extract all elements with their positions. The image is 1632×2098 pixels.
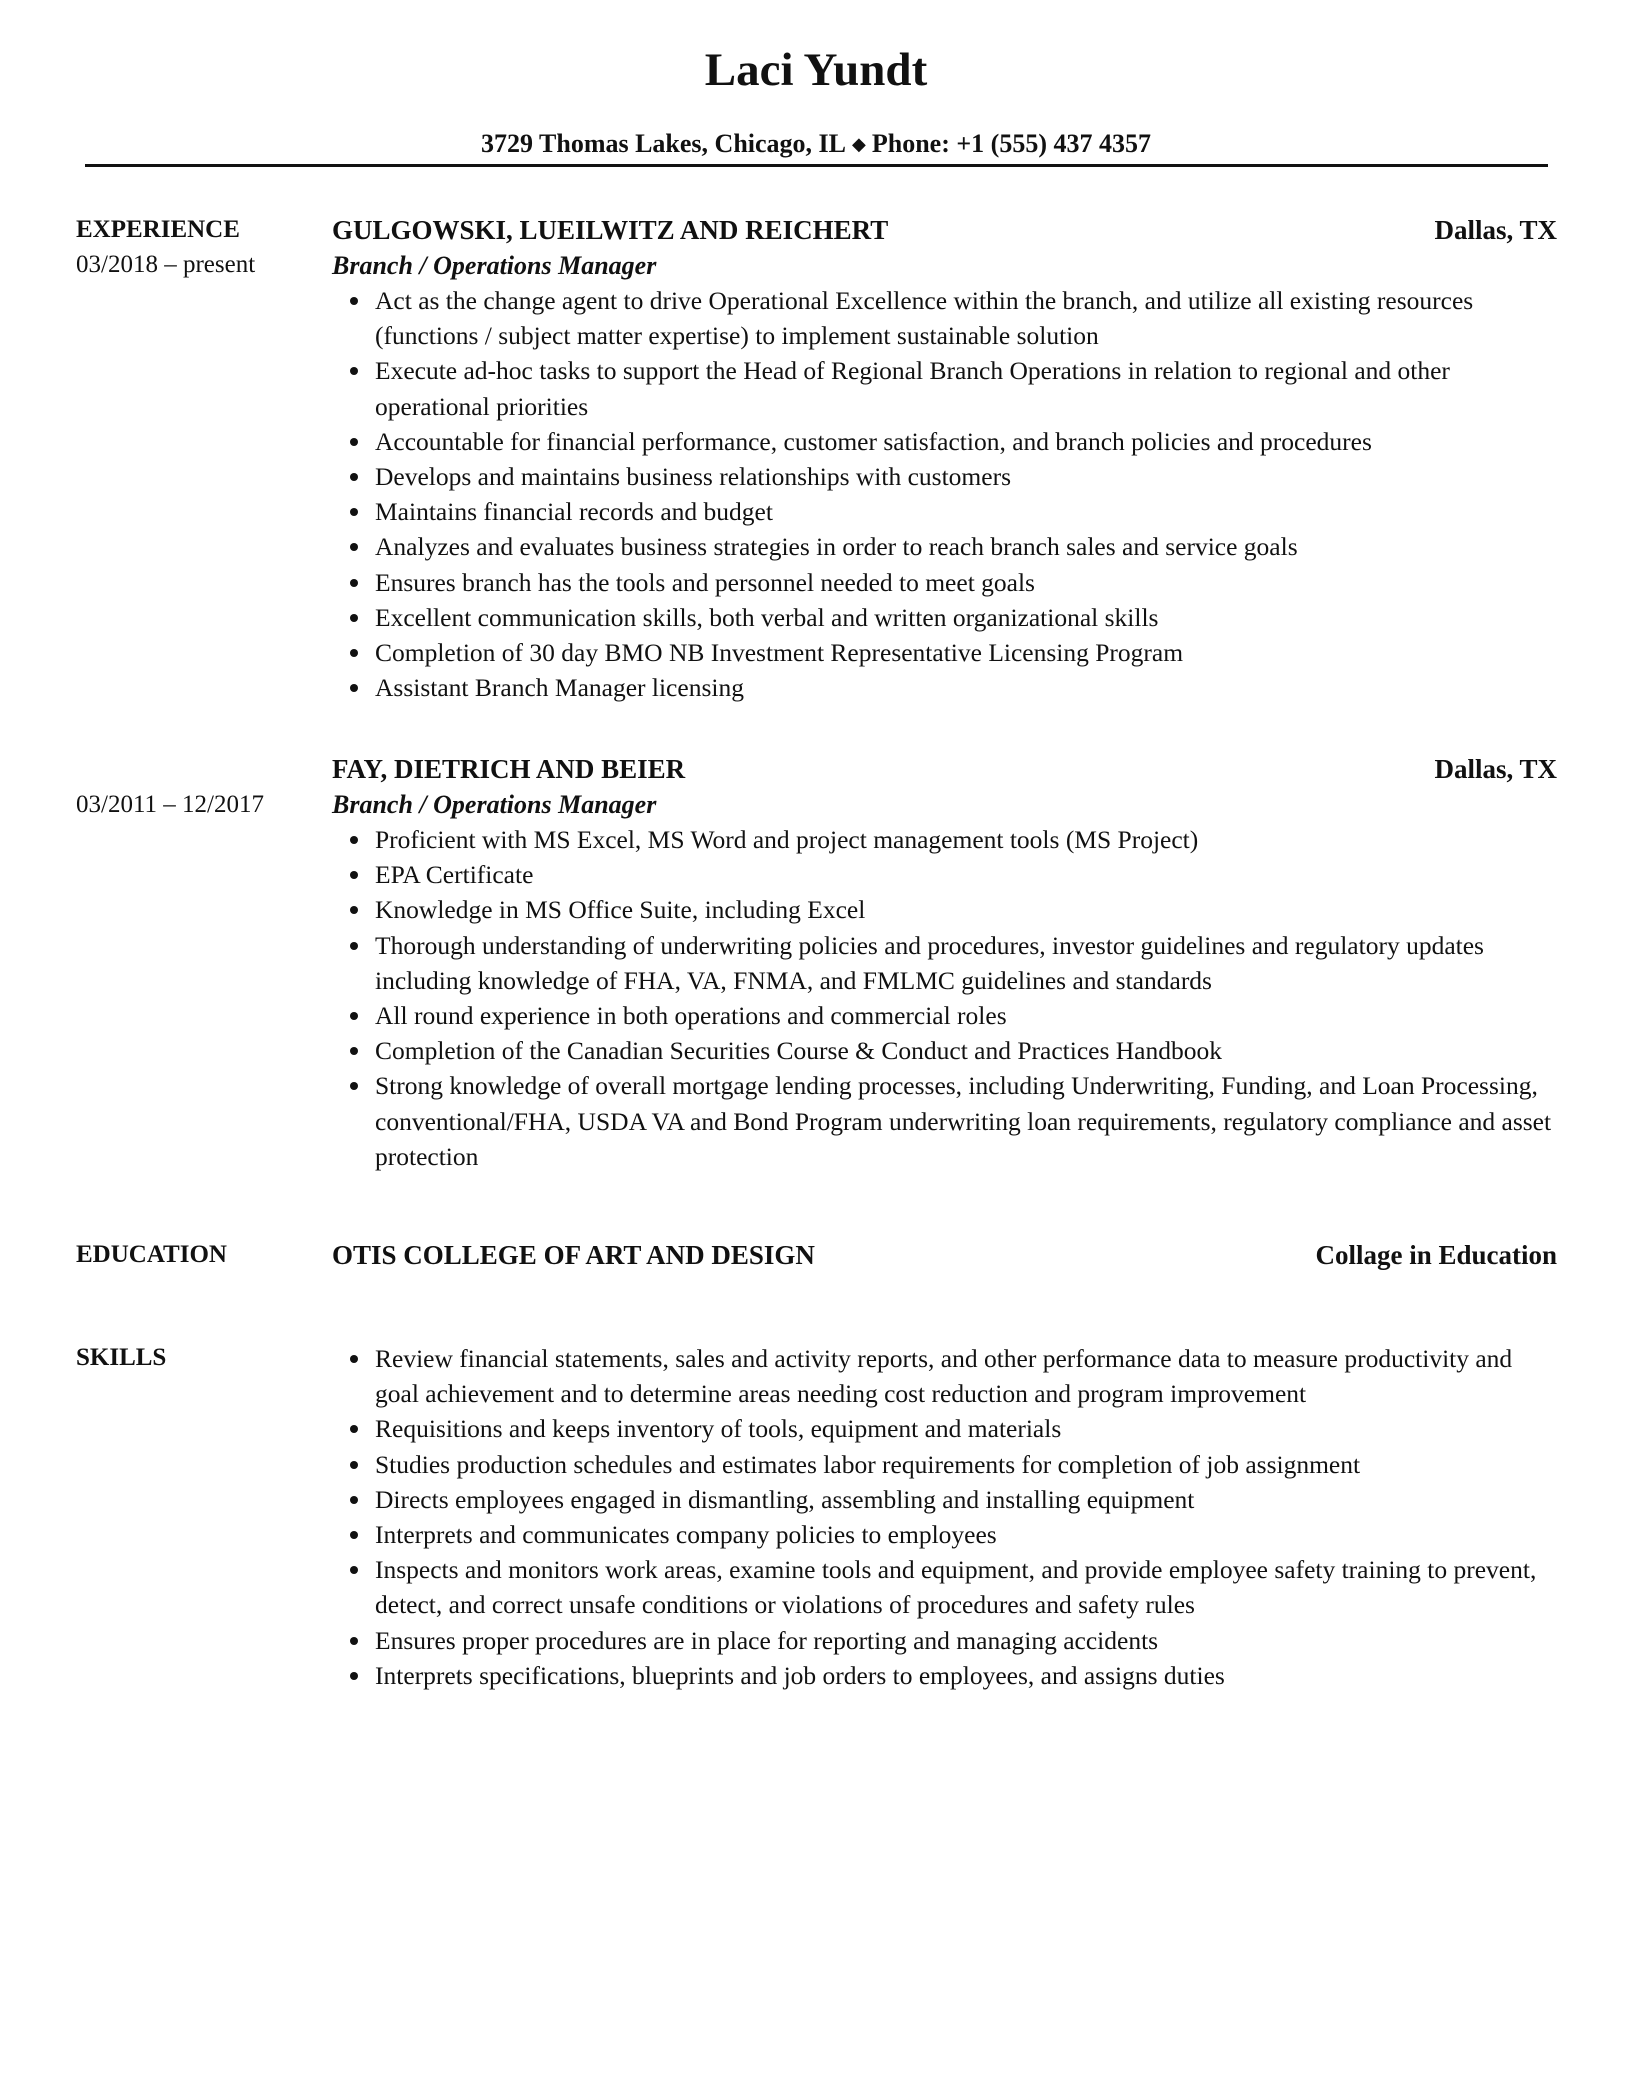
experience-section-label: EXPERIENCE bbox=[76, 216, 240, 243]
job-2-location: Dallas, TX bbox=[1434, 754, 1557, 784]
list-item: EPA Certificate bbox=[332, 857, 1557, 892]
bullet-icon bbox=[350, 1047, 358, 1055]
bullet-icon bbox=[350, 1425, 358, 1433]
list-item: Thorough understanding of underwriting policies and procedures, investor guidelines and regulatory updates including knowledge of FHA, VA, FNMA, and FMLMC guidelines and standards bbox=[332, 928, 1557, 998]
list-item: Execute ad-hoc tasks to support the Head of Regional Branch Operations in relation to regional and other operational priorities bbox=[332, 353, 1557, 423]
job-1-dates: 03/2018 – present bbox=[76, 251, 256, 278]
degree: Collage in Education bbox=[1315, 1240, 1557, 1270]
list-item: Interprets and communicates company policies to employees bbox=[332, 1517, 1557, 1552]
list-item: Completion of 30 day BMO NB Investment Representative Licensing Program bbox=[332, 635, 1557, 670]
list-item: Inspects and monitors work areas, examine tools and equipment, and provide employee safety training to prevent, detect, and correct unsafe conditions or violations of procedures and safety rules bbox=[332, 1552, 1557, 1622]
job-1-bullets bbox=[332, 283, 1557, 705]
bullet-icon bbox=[350, 473, 358, 481]
list-item: Ensures proper procedures are in place for reporting and managing accidents bbox=[332, 1623, 1557, 1658]
job-1 bbox=[332, 213, 1557, 705]
list-item: All round experience in both operations and commercial roles bbox=[332, 998, 1557, 1033]
list-item: Proficient with MS Excel, MS Word and project management tools (MS Project) bbox=[332, 822, 1557, 857]
list-item: Review financial statements, sales and activity reports, and other performance data to measure productivity and goal achievement and to determine areas needing cost reduction and program improvement bbox=[332, 1341, 1557, 1411]
bullet-icon bbox=[350, 438, 358, 446]
list-item: Accountable for financial performance, customer satisfaction, and branch policies and procedures bbox=[332, 424, 1557, 459]
school-name: OTIS COLLEGE OF ART AND DESIGN bbox=[332, 1240, 815, 1270]
bullet-icon bbox=[350, 1637, 358, 1645]
job-2-title: Branch / Operations Manager bbox=[332, 790, 657, 819]
job-1-location: Dallas, TX bbox=[1434, 215, 1557, 245]
bullet-icon bbox=[350, 1355, 358, 1363]
list-item: Act as the change agent to drive Operational Excellence within the branch, and utilize all existing resources (functions / subject matter expertise) to implement sustainable solution bbox=[332, 283, 1557, 353]
address: 3729 Thomas Lakes, Chicago, IL bbox=[480, 129, 847, 158]
skills-entry bbox=[332, 1341, 1557, 1693]
bullet-icon bbox=[350, 836, 358, 844]
contact-line bbox=[0, 127, 1632, 161]
bullet-icon bbox=[350, 508, 358, 516]
bullet-icon bbox=[350, 1012, 358, 1020]
list-item: Interprets specifications, blueprints and job orders to employees, and assigns duties bbox=[332, 1658, 1557, 1693]
bullet-icon bbox=[350, 906, 358, 914]
resume-name: Laci Yundt bbox=[704, 44, 928, 96]
list-item: Assistant Branch Manager licensing bbox=[332, 670, 1557, 705]
bullet-icon bbox=[350, 543, 358, 551]
education-section-label: EDUCATION bbox=[76, 1241, 227, 1268]
bullet-icon bbox=[350, 579, 358, 587]
bullet-icon bbox=[350, 942, 358, 950]
list-item: Completion of the Canadian Securities Course & Conduct and Practices Handbook bbox=[332, 1033, 1557, 1068]
bullet-icon bbox=[350, 1496, 358, 1504]
bullet-icon bbox=[350, 1082, 358, 1090]
job-2-header bbox=[332, 752, 1557, 787]
list-item: Develops and maintains business relationships with customers bbox=[332, 459, 1557, 494]
bullet-icon bbox=[350, 1566, 358, 1574]
job-2 bbox=[332, 752, 1557, 1174]
education-header bbox=[332, 1238, 1557, 1273]
list-item: Knowledge in MS Office Suite, including Excel bbox=[332, 892, 1557, 927]
phone: Phone: +1 (555) 437 4357 bbox=[871, 129, 1151, 158]
job-1-header bbox=[332, 213, 1557, 248]
list-item: Strong knowledge of overall mortgage lending processes, including Underwriting, Funding, and Loan Processing, conventional/FHA, USDA VA and Bond Program underwriting loan requirements, regulatory compliance and asset protection bbox=[332, 1068, 1557, 1174]
bullet-icon bbox=[350, 297, 358, 305]
bullet-icon bbox=[350, 1531, 358, 1539]
job-2-bullets bbox=[332, 822, 1557, 1174]
list-item: Studies production schedules and estimates labor requirements for completion of job assignment bbox=[332, 1447, 1557, 1482]
education-entry bbox=[332, 1238, 1557, 1273]
list-item: Analyzes and evaluates business strategies in order to reach branch sales and service goals bbox=[332, 529, 1557, 564]
job-1-company: GULGOWSKI, LUEILWITZ AND REICHERT bbox=[332, 215, 889, 245]
job-2-dates: 03/2011 – 12/2017 bbox=[76, 791, 264, 818]
list-item: Ensures branch has the tools and personnel needed to meet goals bbox=[332, 565, 1557, 600]
bullet-icon bbox=[350, 1461, 358, 1469]
skills-bullets bbox=[332, 1341, 1557, 1693]
list-item: Excellent communication skills, both verbal and written organizational skills bbox=[332, 600, 1557, 635]
bullet-icon bbox=[350, 614, 358, 622]
list-item: Requisitions and keeps inventory of tools, equipment and materials bbox=[332, 1411, 1557, 1446]
skills-section-label: SKILLS bbox=[76, 1344, 167, 1371]
list-item: Directs employees engaged in dismantling, assembling and installing equipment bbox=[332, 1482, 1557, 1517]
diamond-separator-icon: ◆ bbox=[852, 134, 866, 154]
job-1-title: Branch / Operations Manager bbox=[332, 251, 657, 280]
bullet-icon bbox=[350, 871, 358, 879]
bullet-icon bbox=[350, 649, 358, 657]
bullet-icon bbox=[350, 367, 358, 375]
job-2-company: FAY, DIETRICH AND BEIER bbox=[332, 754, 686, 784]
header-divider bbox=[85, 164, 1548, 167]
bullet-icon bbox=[350, 1672, 358, 1680]
list-item: Maintains financial records and budget bbox=[332, 494, 1557, 529]
bullet-icon bbox=[350, 684, 358, 692]
